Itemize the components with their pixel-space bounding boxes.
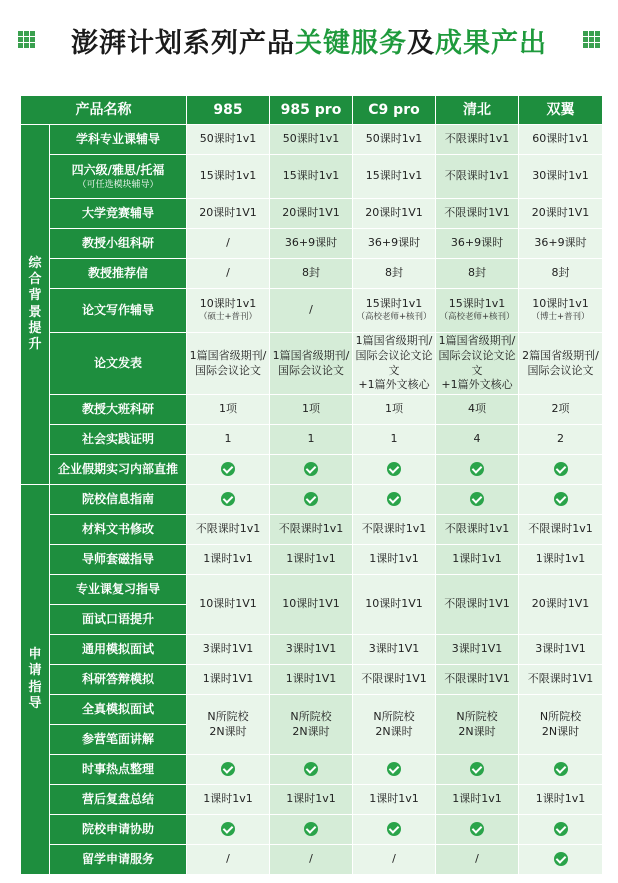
page-title bbox=[46, 17, 572, 63]
cell-c9-pro: 10课时1V1 bbox=[353, 575, 436, 635]
cell-qingbei: 8封 bbox=[436, 259, 519, 289]
cell-shuangyi bbox=[519, 333, 603, 395]
cell-shuangyi bbox=[519, 755, 603, 785]
check-circle-icon bbox=[387, 822, 401, 836]
cell-qingbei: 不限课时1V1 bbox=[436, 575, 519, 635]
cell-985-pro: 1课时1v1 bbox=[270, 785, 353, 815]
cell-985-pro bbox=[270, 289, 353, 333]
table-row bbox=[21, 695, 603, 725]
check-circle-icon bbox=[387, 492, 401, 506]
cell-985 bbox=[187, 455, 270, 485]
cell-value: 15课时1v1 bbox=[365, 297, 423, 311]
table-row bbox=[21, 155, 603, 199]
cell-line: 国际会议论文 bbox=[195, 363, 261, 377]
grid-dots-icon bbox=[18, 31, 35, 48]
cell-shuangyi: 不限课时1v1 bbox=[519, 515, 603, 545]
cell-985: 1 bbox=[187, 425, 270, 455]
cell-qingbei: 不限课时1v1 bbox=[436, 155, 519, 199]
cell-c9-pro: 3课时1V1 bbox=[353, 635, 436, 665]
cell-c9-pro bbox=[353, 695, 436, 755]
cell-985-pro bbox=[270, 695, 353, 755]
table-row bbox=[21, 485, 603, 515]
service-name: 学科专业课辅导 bbox=[50, 125, 187, 155]
product-comparison-table bbox=[20, 95, 603, 875]
check-circle-icon bbox=[304, 492, 318, 506]
check-circle-icon bbox=[470, 762, 484, 776]
cell-qingbei bbox=[436, 289, 519, 333]
group-char: 景 bbox=[28, 304, 42, 320]
cell-shuangyi: 8封 bbox=[519, 259, 603, 289]
cell-qingbei bbox=[436, 485, 519, 515]
cell-line: 国际会议论文 bbox=[278, 363, 344, 377]
cell-qingbei: 不限课时1V1 bbox=[436, 665, 519, 695]
group-char: 申 bbox=[28, 647, 42, 662]
cell-shuangyi: 30课时1v1 bbox=[519, 155, 603, 199]
cell-shuangyi bbox=[519, 845, 603, 875]
cell-qingbei bbox=[436, 333, 519, 395]
table-row bbox=[21, 785, 603, 815]
cell-c9-pro bbox=[353, 455, 436, 485]
group-char: 综 bbox=[28, 255, 42, 271]
cell-c9-pro bbox=[353, 289, 436, 333]
cell-line: +1篇外文核心 bbox=[441, 378, 513, 392]
table-row bbox=[21, 289, 603, 333]
cell-985: 1项 bbox=[187, 395, 270, 425]
service-name: 导师套磁指导 bbox=[50, 545, 187, 575]
cell-shuangyi bbox=[519, 815, 603, 845]
cell-line: 1篇国省级期刊/ bbox=[355, 333, 433, 347]
header-row bbox=[21, 96, 603, 125]
service-name: 院校信息指南 bbox=[50, 485, 187, 515]
check-circle-icon bbox=[554, 462, 568, 476]
cell-shuangyi bbox=[519, 695, 603, 755]
cell-qingbei: 不限课时1V1 bbox=[436, 199, 519, 229]
table-row bbox=[21, 425, 603, 455]
service-name: 教授推荐信 bbox=[50, 259, 187, 289]
cell-c9-pro: 1课时1v1 bbox=[353, 545, 436, 575]
group-char: 背 bbox=[28, 288, 42, 304]
cell-qingbei bbox=[436, 455, 519, 485]
cell-qingbei: 4 bbox=[436, 425, 519, 455]
cell-c9-pro: 36+9课时 bbox=[353, 229, 436, 259]
table-row bbox=[21, 755, 603, 785]
service-name: 时事热点整理 bbox=[50, 755, 187, 785]
header-shuangyi: 双翼 bbox=[519, 96, 603, 125]
cell-shuangyi: 1课时1v1 bbox=[519, 785, 603, 815]
cell-985: 15课时1v1 bbox=[187, 155, 270, 199]
cell-985-pro: 50课时1v1 bbox=[270, 125, 353, 155]
table-row bbox=[21, 199, 603, 229]
header-c9-pro: C9 pro bbox=[353, 96, 436, 125]
cell-line: N所院校 bbox=[456, 709, 498, 723]
service-name: 留学申请服务 bbox=[50, 845, 187, 875]
table-row bbox=[21, 815, 603, 845]
cell-shuangyi: 2 bbox=[519, 425, 603, 455]
table-row bbox=[21, 259, 603, 289]
service-name-main: 四六级/雅思/托福 bbox=[71, 163, 165, 178]
table-row bbox=[21, 635, 603, 665]
service-name: 论文写作辅导 bbox=[50, 289, 187, 333]
cell-985: / bbox=[187, 259, 270, 289]
cell-shuangyi: 20课时1V1 bbox=[519, 575, 603, 635]
title-bar bbox=[0, 0, 618, 82]
check-circle-icon bbox=[221, 492, 235, 506]
cell-c9-pro: 1项 bbox=[353, 395, 436, 425]
cell-c9-pro: 15课时1v1 bbox=[353, 155, 436, 199]
header-985: 985 bbox=[187, 96, 270, 125]
table-row bbox=[21, 665, 603, 695]
cell-985 bbox=[187, 755, 270, 785]
cell-985: 1课时1v1 bbox=[187, 785, 270, 815]
service-name: 全真模拟面试 bbox=[50, 695, 187, 725]
check-circle-icon bbox=[304, 762, 318, 776]
cell-985: 20课时1V1 bbox=[187, 199, 270, 229]
cell-line: 2N课时 bbox=[292, 724, 330, 738]
cell-qingbei bbox=[436, 695, 519, 755]
cell-985 bbox=[187, 289, 270, 333]
service-name: 材料文书修改 bbox=[50, 515, 187, 545]
cell-qingbei: 1课时1v1 bbox=[436, 785, 519, 815]
cell-shuangyi bbox=[519, 455, 603, 485]
cell-value: 15课时1v1 bbox=[448, 297, 506, 311]
service-name: 大学竞赛辅导 bbox=[50, 199, 187, 229]
cell-985-pro: 15课时1v1 bbox=[270, 155, 353, 199]
check-circle-icon bbox=[470, 462, 484, 476]
cell-qingbei bbox=[436, 815, 519, 845]
cell-line: 1篇国省级期刊/ bbox=[189, 348, 267, 362]
cell-qingbei: 不限课时1v1 bbox=[436, 515, 519, 545]
title-part-1: 澎湃计划系列产品 bbox=[71, 27, 295, 59]
cell-qingbei: 4项 bbox=[436, 395, 519, 425]
header-985-pro: 985 pro bbox=[270, 96, 353, 125]
title-part-3: 及 bbox=[407, 27, 435, 59]
check-circle-icon bbox=[554, 852, 568, 866]
cell-c9-pro: 1 bbox=[353, 425, 436, 455]
cell-line: 国际会议论文论文 bbox=[438, 348, 516, 377]
cell-985-pro: 1课时1V1 bbox=[270, 665, 353, 695]
cell-value: / bbox=[309, 303, 313, 317]
cell-line: 2N课时 bbox=[209, 724, 247, 738]
cell-qingbei bbox=[436, 755, 519, 785]
check-circle-icon bbox=[304, 822, 318, 836]
cell-c9-pro bbox=[353, 815, 436, 845]
table-row bbox=[21, 575, 603, 605]
cell-985: / bbox=[187, 845, 270, 875]
cell-line: 1篇国省级期刊/ bbox=[438, 333, 516, 347]
table-row bbox=[21, 333, 603, 395]
check-circle-icon bbox=[554, 492, 568, 506]
service-name: 院校申请协助 bbox=[50, 815, 187, 845]
cell-shuangyi: 1课时1v1 bbox=[519, 545, 603, 575]
cell-value: 10课时1v1 bbox=[532, 297, 589, 311]
cell-985-pro bbox=[270, 485, 353, 515]
service-name-sub: （可任选模块辅导） bbox=[77, 179, 159, 190]
cell-985-pro: 不限课时1v1 bbox=[270, 515, 353, 545]
cell-985-pro: 3课时1V1 bbox=[270, 635, 353, 665]
grid-dots-icon bbox=[583, 31, 600, 48]
group-label-background bbox=[21, 485, 50, 875]
cell-shuangyi: 36+9课时 bbox=[519, 229, 603, 259]
cell-note: （硕士+普刊） bbox=[198, 312, 258, 323]
group-char: 指 bbox=[28, 679, 42, 695]
cell-985-pro: / bbox=[270, 845, 353, 875]
group-char: 导 bbox=[28, 695, 42, 711]
service-name: 教授小组科研 bbox=[50, 229, 187, 259]
cell-985 bbox=[187, 815, 270, 845]
header-product-name: 产品名称 bbox=[21, 96, 187, 125]
cell-985-pro bbox=[270, 815, 353, 845]
service-name: 教授大班科研 bbox=[50, 395, 187, 425]
check-circle-icon bbox=[221, 822, 235, 836]
cell-985-pro: 36+9课时 bbox=[270, 229, 353, 259]
cell-line: 1篇国省级期刊/ bbox=[272, 348, 350, 362]
table-row bbox=[21, 395, 603, 425]
cell-985 bbox=[187, 333, 270, 395]
table-row bbox=[21, 455, 603, 485]
cell-note: （高校老师+核刊） bbox=[356, 312, 432, 323]
service-name: 参营笔面讲解 bbox=[50, 725, 187, 755]
cell-c9-pro: / bbox=[353, 845, 436, 875]
cell-shuangyi: 20课时1V1 bbox=[519, 199, 603, 229]
cell-qingbei: / bbox=[436, 845, 519, 875]
cell-shuangyi bbox=[519, 485, 603, 515]
group-char: 升 bbox=[28, 337, 42, 352]
cell-qingbei: 不限课时1v1 bbox=[436, 125, 519, 155]
table-row bbox=[21, 125, 603, 155]
cell-qingbei: 3课时1V1 bbox=[436, 635, 519, 665]
cell-c9-pro bbox=[353, 333, 436, 395]
cell-line: 2N课时 bbox=[375, 724, 413, 738]
cell-985: 50课时1v1 bbox=[187, 125, 270, 155]
check-circle-icon bbox=[221, 462, 235, 476]
cell-line: 国际会议论文论文 bbox=[355, 348, 433, 377]
cell-c9-pro bbox=[353, 485, 436, 515]
cell-shuangyi: 60课时1v1 bbox=[519, 125, 603, 155]
cell-line: N所院校 bbox=[290, 709, 332, 723]
service-name: 社会实践证明 bbox=[50, 425, 187, 455]
cell-985: 3课时1V1 bbox=[187, 635, 270, 665]
title-part-2: 关键服务 bbox=[295, 27, 407, 59]
cell-line: 2N课时 bbox=[541, 724, 580, 738]
cell-line: 2篇国省级期刊/ bbox=[522, 348, 599, 362]
table-row bbox=[21, 845, 603, 875]
cell-985-pro bbox=[270, 455, 353, 485]
cell-qingbei: 36+9课时 bbox=[436, 229, 519, 259]
cell-985-pro: 1 bbox=[270, 425, 353, 455]
cell-985-pro: 8封 bbox=[270, 259, 353, 289]
cell-c9-pro bbox=[353, 755, 436, 785]
cell-line: N所院校 bbox=[207, 709, 249, 723]
cell-line: N所院校 bbox=[373, 709, 415, 723]
cell-line: 国际会议论文 bbox=[527, 363, 594, 377]
check-circle-icon bbox=[470, 492, 484, 506]
service-name: 通用模拟面试 bbox=[50, 635, 187, 665]
check-circle-icon bbox=[470, 822, 484, 836]
cell-985: / bbox=[187, 229, 270, 259]
cell-985 bbox=[187, 485, 270, 515]
cell-c9-pro: 1课时1v1 bbox=[353, 785, 436, 815]
cell-c9-pro: 8封 bbox=[353, 259, 436, 289]
table-row bbox=[21, 229, 603, 259]
group-label-background bbox=[21, 125, 50, 485]
cell-c9-pro: 不限课时1V1 bbox=[353, 665, 436, 695]
cell-985-pro bbox=[270, 755, 353, 785]
check-circle-icon bbox=[221, 762, 235, 776]
cell-shuangyi: 2项 bbox=[519, 395, 603, 425]
header-qingbei: 清北 bbox=[436, 96, 519, 125]
service-name: 营后复盘总结 bbox=[50, 785, 187, 815]
cell-985: 10课时1V1 bbox=[187, 575, 270, 635]
cell-qingbei: 1课时1v1 bbox=[436, 545, 519, 575]
cell-note: （博士+普刊） bbox=[531, 312, 590, 323]
cell-985-pro: 1课时1v1 bbox=[270, 545, 353, 575]
title-part-4: 成果产出 bbox=[435, 27, 547, 59]
cell-shuangyi bbox=[519, 289, 603, 333]
check-circle-icon bbox=[304, 462, 318, 476]
table-row bbox=[21, 545, 603, 575]
cell-985: 1课时1v1 bbox=[187, 545, 270, 575]
service-name: 科研答辩模拟 bbox=[50, 665, 187, 695]
table-row bbox=[21, 515, 603, 545]
cell-c9-pro: 20课时1V1 bbox=[353, 199, 436, 229]
cell-985-pro: 20课时1V1 bbox=[270, 199, 353, 229]
check-circle-icon bbox=[554, 822, 568, 836]
cell-note: （高校老师+核刊） bbox=[439, 312, 515, 323]
service-name: 专业课复习指导 bbox=[50, 575, 187, 605]
cell-985: 不限课时1v1 bbox=[187, 515, 270, 545]
check-circle-icon bbox=[387, 762, 401, 776]
cell-c9-pro: 50课时1v1 bbox=[353, 125, 436, 155]
cell-shuangyi: 不限课时1V1 bbox=[519, 665, 603, 695]
cell-shuangyi: 3课时1V1 bbox=[519, 635, 603, 665]
cell-value: 10课时1v1 bbox=[199, 297, 257, 311]
cell-line: +1篇外文核心 bbox=[358, 378, 430, 392]
service-name: 论文发表 bbox=[50, 333, 187, 395]
cell-line: 2N课时 bbox=[458, 724, 496, 738]
service-name: 面试口语提升 bbox=[50, 605, 187, 635]
cell-985: 1课时1V1 bbox=[187, 665, 270, 695]
service-name bbox=[50, 155, 187, 199]
cell-985 bbox=[187, 695, 270, 755]
group-char: 合 bbox=[28, 272, 42, 287]
cell-985-pro bbox=[270, 333, 353, 395]
group-char: 请 bbox=[28, 663, 42, 679]
cell-c9-pro: 不限课时1v1 bbox=[353, 515, 436, 545]
check-circle-icon bbox=[554, 762, 568, 776]
cell-985-pro: 1项 bbox=[270, 395, 353, 425]
cell-985-pro: 10课时1V1 bbox=[270, 575, 353, 635]
check-circle-icon bbox=[387, 462, 401, 476]
group-char: 提 bbox=[28, 320, 42, 336]
cell-line: N所院校 bbox=[539, 709, 582, 723]
service-name: 企业假期实习内部直推 bbox=[50, 455, 187, 485]
